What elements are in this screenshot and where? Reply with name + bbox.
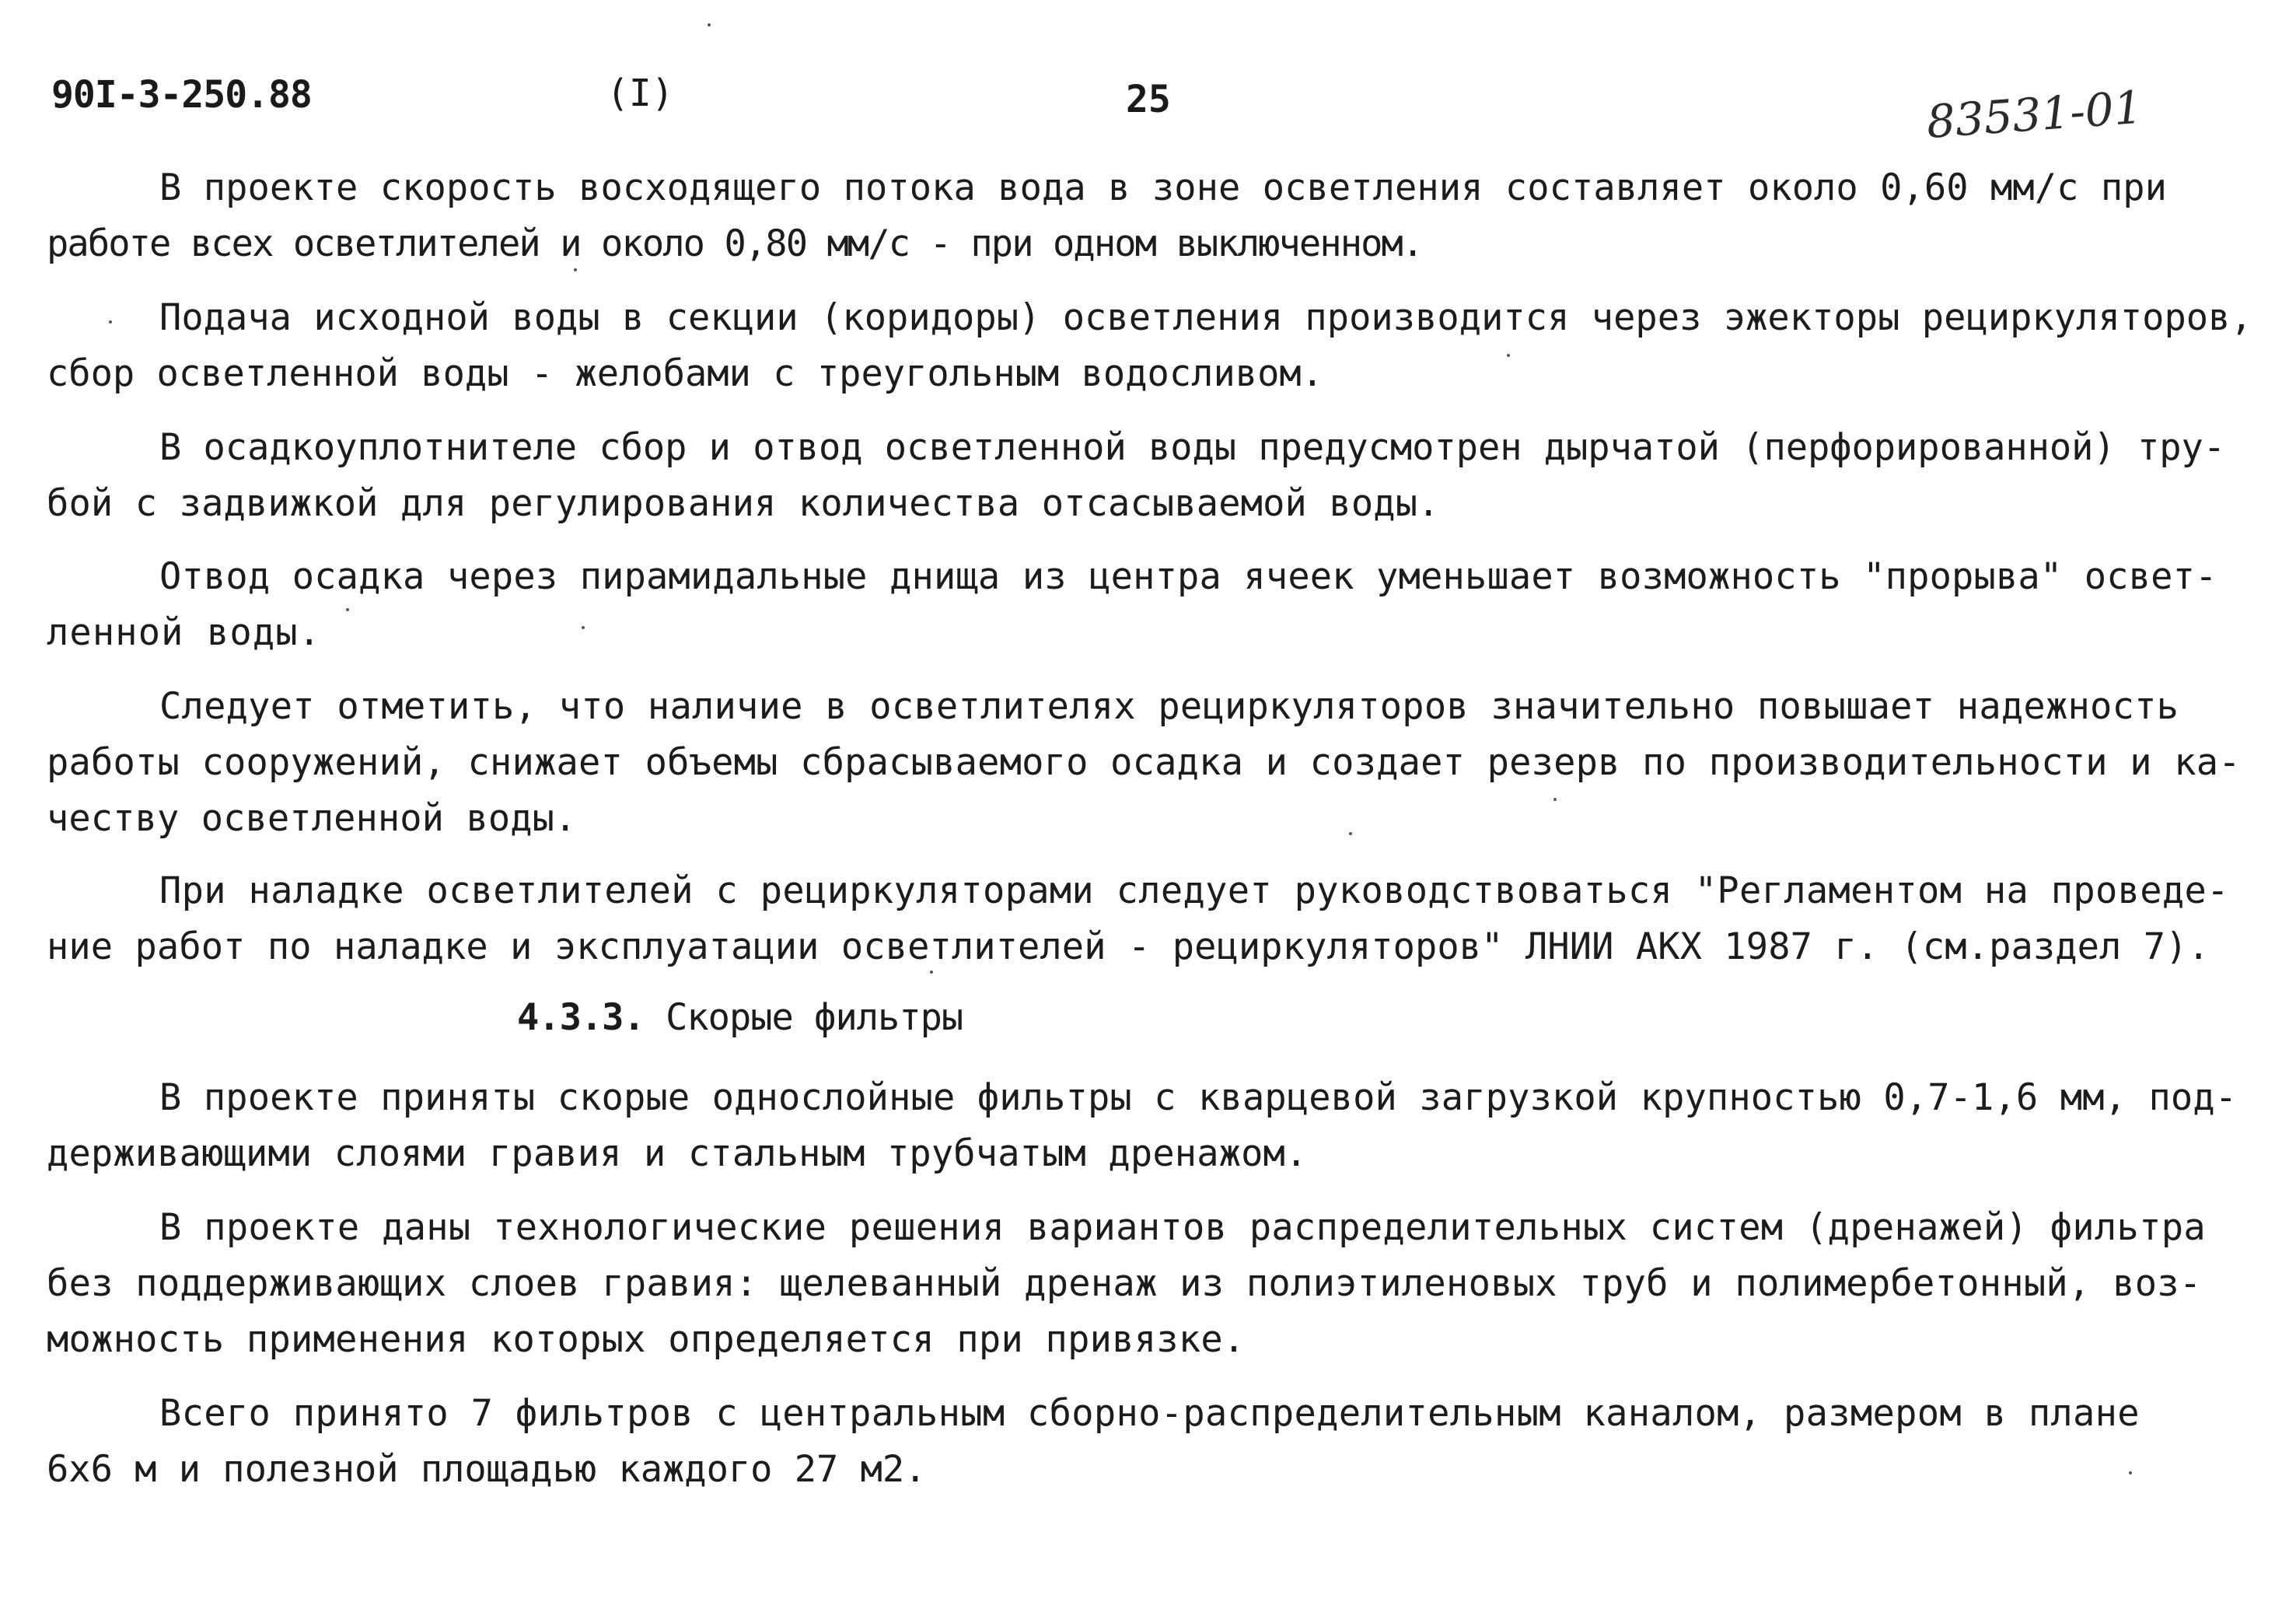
scan-speck	[582, 626, 585, 629]
scan-speck	[708, 23, 711, 26]
paragraph-4-line-1: Отвод осадка через пирамидальные днища из центра ячеек уменьшает возможность "прорыва" освет-	[159, 555, 2217, 598]
scan-speck	[109, 320, 112, 324]
paragraph-9-line-2: 6х6 м и полезной площадью каждого 27 м2.	[47, 1448, 927, 1491]
paragraph-6-line-1: При наладке осветлителей с рециркуляторами следует руководствоваться "Регламентом на проведе-	[159, 869, 2229, 912]
paragraph-5-line-1: Следует отметить, что наличие в осветлителях рециркуляторов значительно повышает надежность	[159, 685, 2179, 728]
paragraph-2-line-2: сбор осветленной воды - желобами с треугольным водосливом.	[47, 352, 1324, 395]
paragraph-7-line-1: В проекте приняты скорые однослойные фильтры с кварцевой загрузкой крупностью 0,7-1,6 мм, под-	[159, 1076, 2238, 1119]
paragraph-3-line-1: В осадкоуплотнителе сбор и отвод осветленной воды предусмотрен дырчатой (перфорированной) тру-	[159, 426, 2226, 469]
paragraph-2-line-1: Подача исходной воды в секции (коридоры) осветления производится через эжекторы рециркуляторов,	[159, 296, 2252, 339]
scan-speck	[1553, 798, 1557, 801]
paragraph-3-line-2: бой с задвижкой для регулирования количества отсасываемой воды.	[47, 482, 1440, 525]
section-heading	[517, 996, 963, 1039]
paragraph-7-line-2: держивающими слоями гравия и стальным трубчатым дренажом.	[47, 1132, 1308, 1175]
paragraph-1-line-1: В проекте скорость восходящего потока вода в зоне осветления составляет около 0,60 мм/с при	[159, 166, 2168, 209]
document-code: 90I-3-250.88	[51, 73, 312, 117]
paragraph-8-line-2: без поддерживающих слоев гравия: щелеванный дренаж из полиэтиленовых труб и полимербетонный, воз-	[47, 1262, 2202, 1305]
scan-speck	[1349, 832, 1352, 835]
scan-speck	[930, 971, 933, 974]
paragraph-8-line-1: В проекте даны технологические решения вариантов распределительных систем (дренажей) фильтра	[159, 1206, 2206, 1249]
scan-speck	[574, 268, 577, 271]
paragraph-8-line-3: можность применения которых определяется при привязке.	[47, 1318, 1246, 1361]
scan-speck	[346, 608, 349, 611]
paragraph-6-line-2: ние работ по наладке и эксплуатации осветлителей - рециркуляторов" ЛНИИ АКХ 1987 г. (см.раздел 7).	[47, 925, 2210, 968]
paragraph-5-line-2: работы сооружений, снижает объемы сбрасываемого осадка и создает резерв по производительности и ка-	[47, 741, 2241, 784]
paragraph-5-line-3: честву осветленной воды.	[47, 797, 577, 840]
scan-speck	[1507, 354, 1510, 357]
paragraph-1-line-2: работе всех осветлителей и около 0,80 мм/с - при одном выключенном.	[47, 222, 1423, 265]
sheet-mark: (I)	[606, 72, 674, 115]
section-number: 4.3.3.	[517, 996, 645, 1039]
scan-speck	[2129, 1471, 2132, 1474]
section-title: Скорые фильтры	[666, 996, 963, 1039]
paragraph-9-line-1: Всего принято 7 фильтров с центральным сборно-распределительным каналом, размером в плане	[159, 1392, 2140, 1435]
handwritten-inventory-number: 83531-01	[1924, 80, 2144, 149]
paragraph-4-line-2: ленной воды.	[47, 611, 322, 654]
page-number: 25	[1126, 78, 1171, 121]
